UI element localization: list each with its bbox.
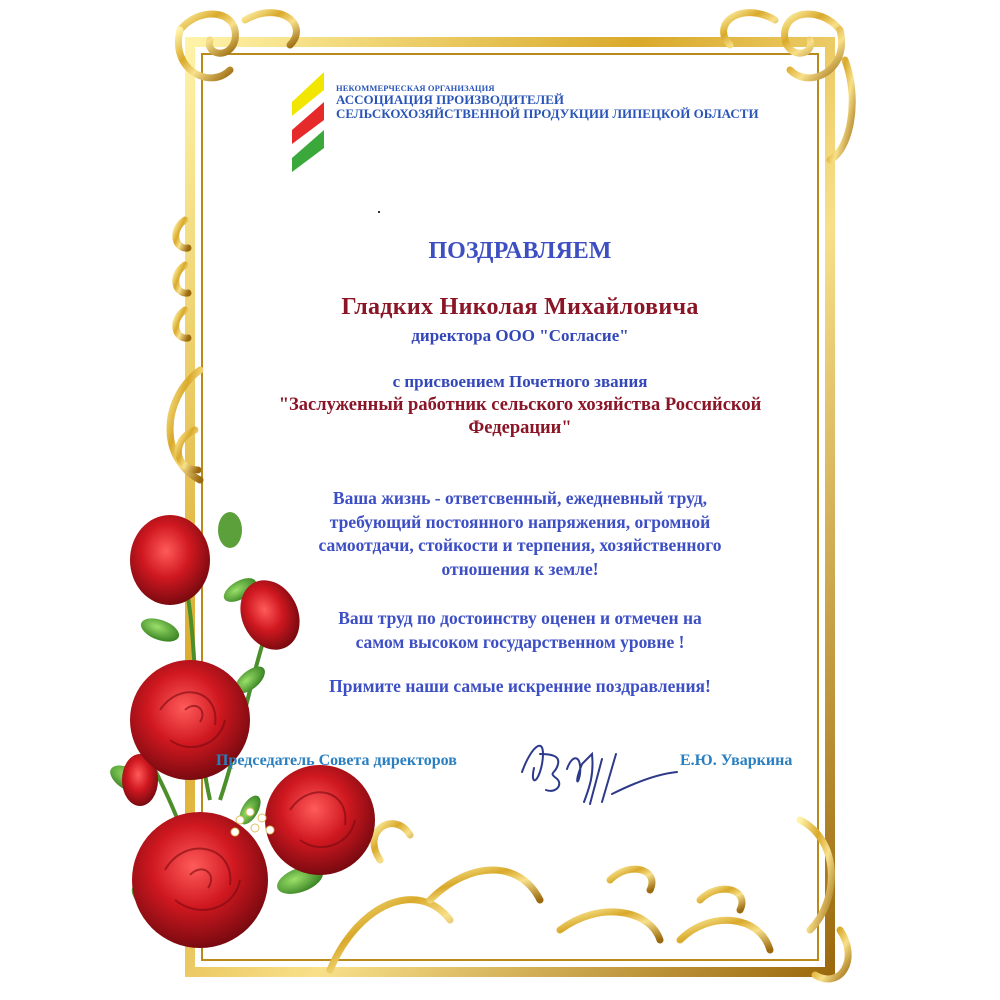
paragraph-line: Ваша жизнь - ответсвенный, ежедневный труд, xyxy=(332,488,708,508)
org-line-1: НЕКОММЕРЧЕСКАЯ ОРГАНИЗАЦИЯ xyxy=(336,83,495,93)
closing-line: Примите наши самые искренние поздравления! xyxy=(329,676,711,696)
paragraph-line: Ваш труд по достоинству оценен и отмечен на xyxy=(338,608,702,628)
signatory-title: Председатель Совета директоров xyxy=(216,752,457,769)
organization-name xyxy=(336,84,759,120)
stripes-logo-icon xyxy=(292,72,332,172)
paragraph-line: требующий постоянного напряжения, огромной xyxy=(329,511,711,532)
recipient-name: Гладких Николая Михайловича xyxy=(341,294,699,320)
handwritten-signature-icon xyxy=(512,724,682,814)
stray-dot xyxy=(378,211,380,213)
paragraph-line: отношения к земле! xyxy=(441,558,599,579)
award-title-line-1: "Заслуженный работник сельского хозяйства Российской xyxy=(278,395,762,415)
org-line-2: АССОЦИАЦИЯ ПРОИЗВОДИТЕЛЕЙ xyxy=(336,91,564,107)
org-line-3: СЕЛЬСКОХОЗЯЙСТВЕННОЙ ПРОДУКЦИИ ЛИПЕЦКОЙ ОБЛАСТИ xyxy=(336,105,759,121)
paragraph-line: самоотдачи, стойкости и терпения, хозяйственного xyxy=(318,535,722,556)
award-intro: с присвоением Почетного звания xyxy=(392,372,648,391)
award-title xyxy=(235,394,805,440)
award-title-line-2: Федерации" xyxy=(468,418,572,439)
signer-name: Е.Ю. Уваркина xyxy=(680,752,793,769)
paragraph-2 xyxy=(200,607,840,654)
recipient-position: директора ООО "Согласие" xyxy=(411,326,629,345)
paragraph-line: самом высоком государственном уровне ! xyxy=(355,631,685,652)
heading: ПОЗДРАВЛЯЕМ xyxy=(428,238,612,264)
paragraph-1 xyxy=(200,487,840,582)
